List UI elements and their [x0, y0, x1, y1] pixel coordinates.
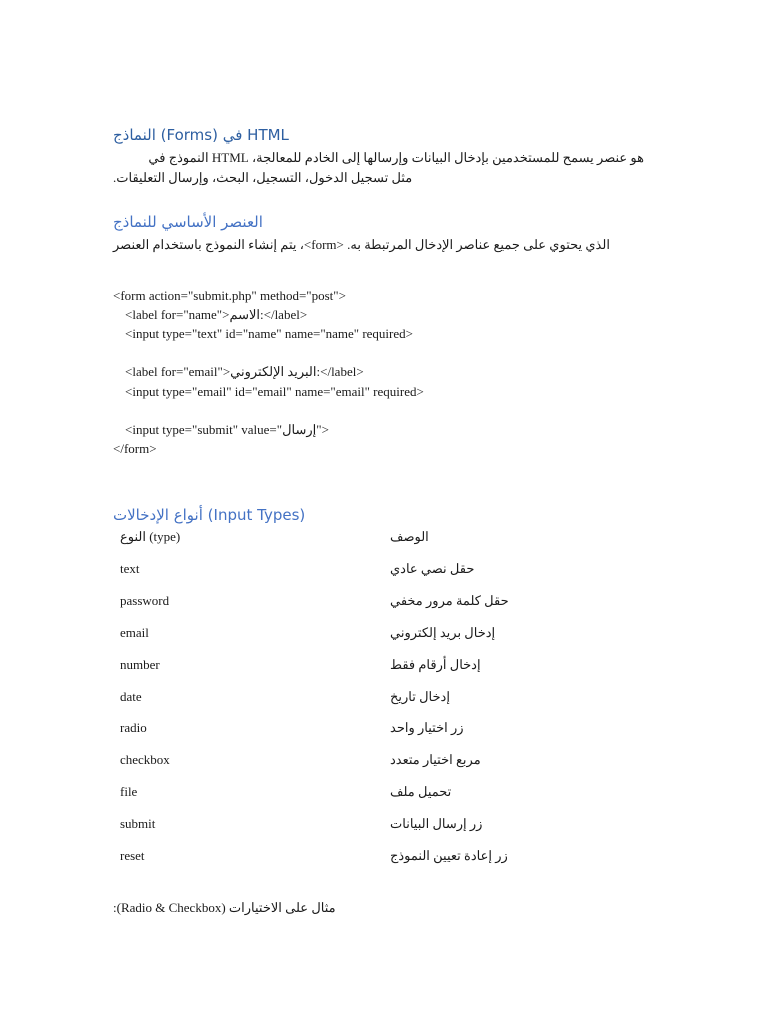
table-cell-type: number [120, 657, 160, 672]
table-header-description: الوصف [390, 529, 429, 544]
table-cell-type: radio [120, 720, 147, 735]
table-cell-description: حقل كلمة مرور مخفي [390, 593, 509, 608]
table-cell-description: زر اختيار واحد [390, 720, 464, 735]
code-line-form-open: <form action="submit.php" method="post"> [113, 288, 346, 303]
table-cell-description: إدخال بريد إلكتروني [390, 625, 496, 640]
code-line-label-email: <label for="email">البريد الإلكتروني:</label> [125, 364, 364, 379]
section-title-basic-element: العنصر الأساسي للنماذج [113, 213, 263, 231]
table-cell-type: date [120, 689, 142, 704]
table-cell-type: submit [120, 816, 156, 831]
intro-line-2: مثل تسجيل الدخول، التسجيل، البحث، وإرسال التعليقات. [113, 170, 413, 185]
table-cell-type: password [120, 593, 170, 608]
table-cell-type: file [120, 784, 138, 799]
table-cell-description: حقل نصي عادي [390, 561, 475, 576]
table-cell-description: إدخال أرقام فقط [390, 657, 481, 672]
table-cell-type: reset [120, 848, 145, 863]
table-cell-type: email [120, 625, 149, 640]
table-cell-description: تحميل ملف [390, 784, 452, 799]
table-cell-type: checkbox [120, 752, 170, 767]
intro-line-1: هو عنصر يسمح للمستخدمين بإدخال البيانات وإرسالها إلى الخادم للمعالجة، HTML النموذج في [148, 150, 644, 165]
table-header-type: النوع (type) [120, 529, 181, 544]
basic-element-text: الذي يحتوي على جميع عناصر الإدخال المرتبطة به. <form>، يتم إنشاء النموذج باستخدام العنصر [113, 237, 610, 252]
table-cell-description: مربع اختيار متعدد [390, 752, 481, 767]
code-line-form-close: </form> [113, 441, 157, 456]
table-cell-description: زر إعادة تعيين النموذج [390, 848, 508, 863]
section-title-input-types: أنواع الإدخالات (Input Types) [113, 506, 306, 524]
table-cell-description: إدخال تاريخ [390, 689, 450, 704]
section-title-forms: النماذج (Forms) في HTML [113, 126, 289, 144]
table-cell-type: text [120, 561, 140, 576]
code-line-input-email: <input type="email" id="email" name="email" required> [125, 384, 424, 399]
radio-checkbox-example-heading: مثال على الاختيارات (Radio & Checkbox): [113, 900, 336, 915]
code-line-input-name: <input type="text" id="name" name="name" required> [125, 326, 413, 341]
table-cell-description: زر إرسال البيانات [390, 816, 483, 831]
code-line-input-submit: <input type="submit" value="إرسال"> [125, 422, 329, 437]
code-line-label-name: <label for="name">الاسم:</label> [125, 307, 308, 322]
